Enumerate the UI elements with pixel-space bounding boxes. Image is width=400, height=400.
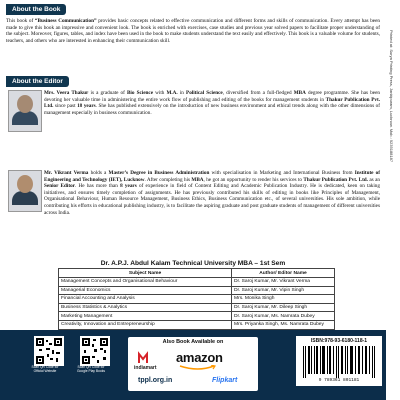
editor1-bio: Mrs. Veera Thakur is a graduate of Bio Science with M.A. in Political Science, diversified from a full-fledged MBA degree programme. She has been devoting her valuable time in administering the entire work flow of publishing and editing of the books for management students in Thakur Publication Pvt. Ltd. since past 18 years. She has published extensively on the introduction of new business environment and ethical trends along with the other dimensions of management especially in business communication. [44, 90, 380, 116]
table-row [59, 303, 335, 312]
author-cell: Dr. Saroj Kumar, Ms. Namrata Dubey [232, 312, 335, 321]
isbn-label: ISBN:978-93-6180-118-1 [310, 338, 368, 344]
header-subject-name: Subject Name [59, 269, 232, 278]
barcode-icon [302, 346, 376, 378]
about-book-heading: About the Book [6, 4, 66, 15]
author-cell: Mrs. Priyanka Singh, Ms. Namrata Dubey [232, 320, 335, 329]
printer-info: Printed at: Surya Printing Press, Jankipuram, Lucknow. Mob.: 9235188187 [389, 30, 394, 163]
qr-website-caption: Scan QR Code for Official Website [31, 365, 59, 373]
about-book-text: This book of “Business Communication” provides basic concepts related to effective communication and different forms and skills of communication. Every attempt has been made to give this book an impressive and convenient look. The book is enriched with exercises, case studies and previous year solved papers to facilitate proper understanding of the subject. Moreover, figures, tables, and index have been used in the book to make students understand the text easily and effectively. This book is a valuable volume for students, teachers, and others who are interested in enhancing their communication skill. [6, 18, 380, 44]
store-availability-box [128, 337, 258, 391]
store-title: Also Book Available on [162, 339, 224, 345]
subject-cell: Marketing Management [59, 312, 232, 321]
table-row [59, 278, 335, 287]
author-cell: Dr. Saroj Kumar, Mr. Vikrant Verma [232, 278, 335, 287]
isbn-digits: 9 789361 801181 [318, 378, 360, 383]
author-cell: Dr. Saroj Kumar, Mr. Vipin Singh [232, 286, 335, 295]
subject-cell: Financial Accounting and Analysis [59, 295, 232, 304]
table-row [59, 286, 335, 295]
qr-google-play-caption: Scan QR Code for Google Play Books [76, 365, 106, 373]
author-cell: Mrs. Monika Singh [232, 295, 335, 304]
tppl-website[interactable]: tppl.org.in [138, 377, 173, 384]
isbn-barcode-box [296, 336, 382, 386]
subject-table [58, 268, 335, 338]
editor-photo-vikrant-verma [8, 170, 42, 212]
qr-pattern-icon [82, 338, 108, 364]
indiamart-logo-text: indiamart [134, 365, 157, 371]
subject-cell: Management Concepts and Organisational Behaviour [59, 278, 232, 287]
table-row [59, 312, 335, 321]
amazon-logo[interactable]: amazon [176, 350, 223, 365]
flipkart-logo[interactable]: Flipkart [212, 377, 238, 384]
spine-strip [386, 0, 400, 400]
amazon-smile-icon [178, 365, 218, 371]
table-title: Dr. A.P.J. Abdul Kalam Technical University MBA – 1st Sem [100, 260, 286, 267]
table-row [59, 295, 335, 304]
subject-cell: Managerial Economics [59, 286, 232, 295]
header-author-editor: Author/ Editor Name [232, 269, 335, 278]
editor-photo-veera-thakur [8, 90, 42, 132]
about-editor-heading: About the Editor [6, 76, 69, 87]
subject-cell: Creativity, Innovation and Entrepreneurship [59, 320, 232, 329]
editor2-bio: Mr. Vikrant Verma holds a Master’s Degree in Business Administration with specialisation in Marketing and International Business from Institute of Engineering and Technology (IET), Lucknow. After completing his MBA, he got an opportunity to render his services to Thakur Publication Pvt. Ltd. as an Senior Editor. He has more than 8 years of experience in field of Content Editing and Academic Publication Industry. He is dedicated, keen on taking initiatives, and ensures timely completion of assignments. He has previously contributed his skills of editing in books like Principles of Management, Organisational Behaviour, Human Resource Management, Business Ethics, Business Communication etc., of several universities. His sole ambition, while contributing his efforts in educational publishing industry, is to facilitate the aspiring graduate and post graduate students of management of different universities across India. [44, 170, 381, 216]
qr-code-website-icon[interactable] [34, 336, 64, 366]
indiamart-logo-icon[interactable] [136, 351, 158, 365]
author-cell: Dr. Saroj Kumar, Mr. Dileep Singh [232, 303, 335, 312]
qr-pattern-icon [36, 338, 62, 364]
table-header-row [59, 269, 335, 278]
qr-code-google-play-icon[interactable] [80, 336, 110, 366]
subject-cell: Business Statistics & Analytics [59, 303, 232, 312]
table-row [59, 320, 335, 329]
